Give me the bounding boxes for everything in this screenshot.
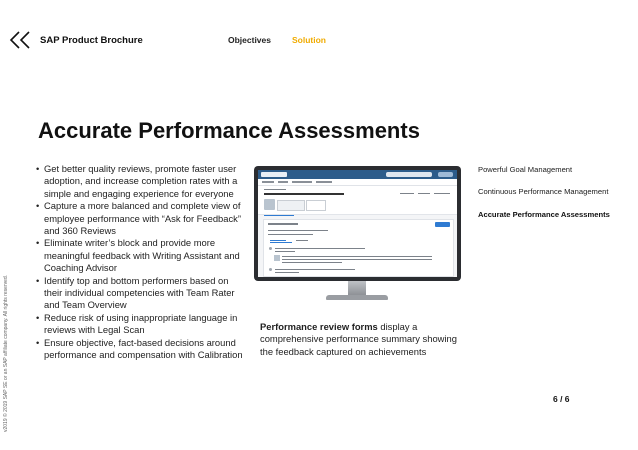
performance-form-screenshot — [258, 170, 457, 277]
nav-item-performance-assessments[interactable]: Accurate Performance Assessments — [478, 210, 610, 219]
legal-notice: v2019 © 2019 SAP SE or an SAP affiliate company. All rights reserved. — [3, 274, 9, 432]
bullet-item: • Reduce risk of using inappropriate language in reviews with Legal Scan — [36, 312, 246, 337]
nav-item-goal-management[interactable]: Powerful Goal Management — [478, 165, 573, 174]
page-title: Accurate Performance Assessments — [38, 118, 420, 143]
bullet-item: • Ensure objective, fact-based decisions around performance and compensation with Calibration — [36, 337, 246, 362]
monitor-bezel — [254, 166, 461, 281]
bullet-item: • Eliminate writer’s block and provide more meaningful feedback with Writing Assistant and Coaching Advisor — [36, 237, 246, 274]
bullet-item: • Get better quality reviews, promote faster user adoption, and increase completion rates with a simple and engaging experience for everyone — [36, 163, 246, 200]
screenshot-caption — [260, 321, 460, 358]
monitor-illustration — [254, 166, 461, 301]
feature-bullet-list — [36, 163, 246, 362]
page-number: 6 / 6 — [553, 394, 570, 404]
monitor-stand — [348, 281, 366, 295]
caption-highlight: Performance review forms — [260, 321, 378, 332]
caption-text: display a comprehensive performance summary showing the feedback captured on achievements — [260, 321, 457, 357]
monitor-base — [326, 295, 388, 300]
tab-objectives[interactable]: Objectives — [228, 35, 271, 45]
tab-solution[interactable]: Solution — [292, 35, 326, 45]
brand-title: SAP Product Brochure — [40, 35, 143, 46]
bullet-item: • Identify top and bottom performers based on their individual competencies with Team Rater and Team Overview — [36, 275, 246, 312]
back-chevron-icon[interactable] — [9, 31, 31, 49]
bullet-item: • Capture a more balanced and complete view of employee performance with “Ask for Feedback” and 360 Reviews — [36, 200, 246, 237]
nav-item-continuous-performance[interactable]: Continuous Performance Management — [478, 187, 609, 196]
